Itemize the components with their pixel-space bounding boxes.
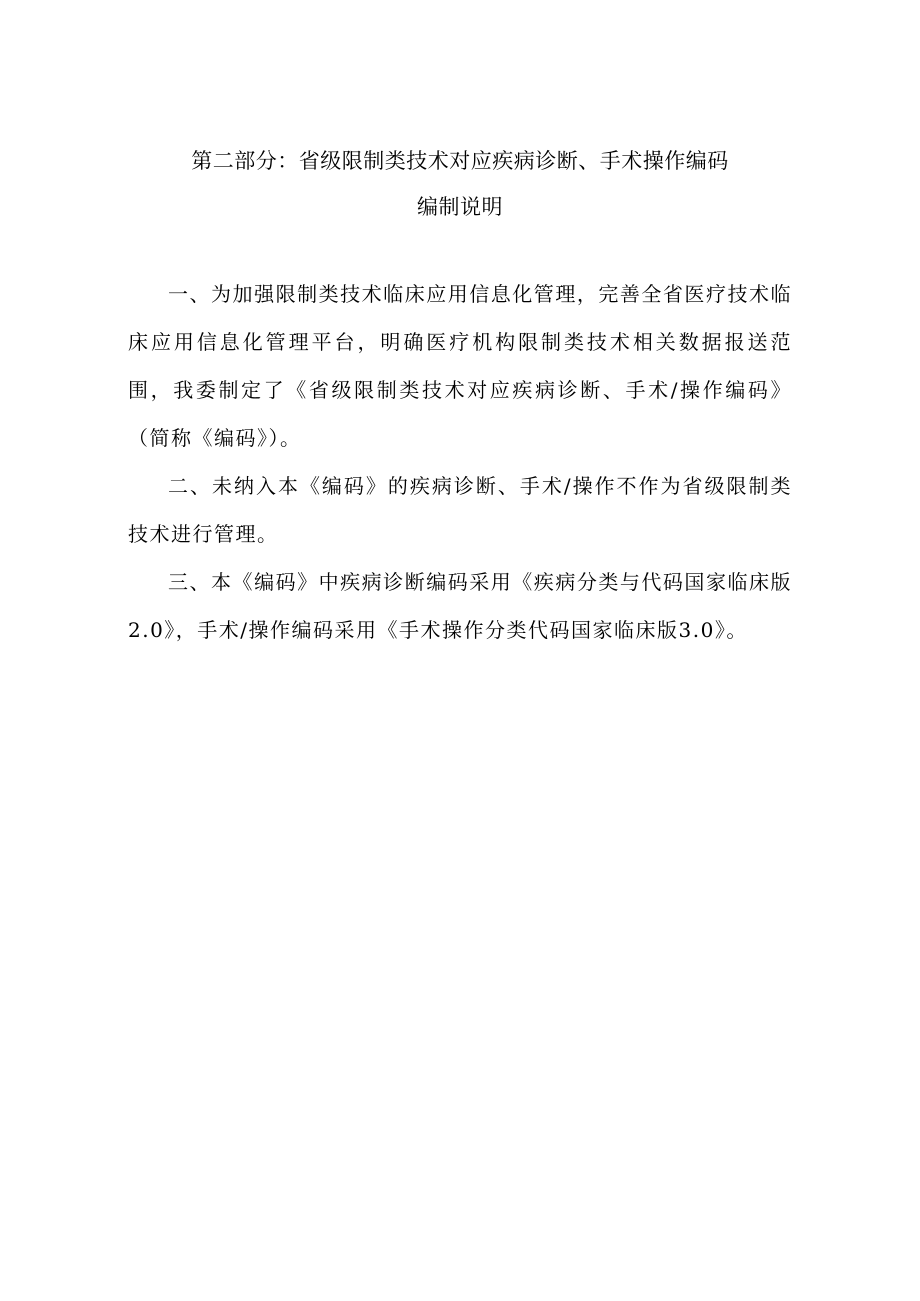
document-body (128, 270, 792, 654)
paragraph-1: 一、为加强限制类技术临床应用信息化管理，完善全省医疗技术临床应用信息化管理平台，明确医疗机构限制类技术相关数据报送范围，我委制定了《省级限制类技术对应疾病诊断、手术/操作编码》（简称《编码》）。 (128, 282, 792, 450)
title-line-2: 编制说明 (417, 195, 503, 219)
paragraph-2: 二、未纳入本《编码》的疾病诊断、手术/操作不作为省级限制类技术进行管理。 (128, 474, 792, 546)
title-line-1: 第二部分：省级限制类技术对应疾病诊断、手术操作编码 (191, 149, 729, 173)
document-title (0, 138, 920, 230)
paragraph-3: 三、本《编码》中疾病诊断编码采用《疾病分类与代码国家临床版2.0》，手术/操作编码采用《手术操作分类代码国家临床版3.0》。 (128, 570, 792, 642)
